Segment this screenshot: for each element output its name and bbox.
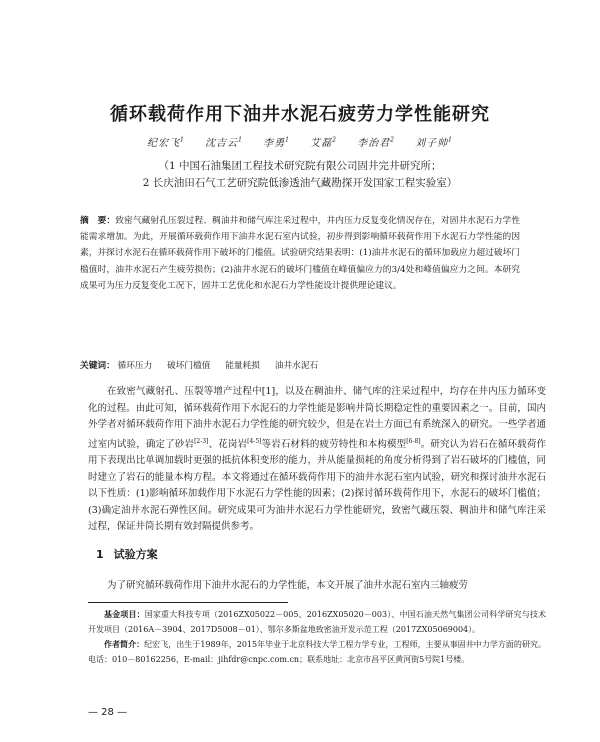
author-name: 沈吉云 <box>205 138 239 149</box>
author-note <box>88 637 546 667</box>
section-number: 1 <box>96 548 104 561</box>
author-affiliation-mark: 1 <box>238 136 243 144</box>
affiliation-line: （1 中国石油集团工程技术研究院有限公司固井完井研究所； <box>158 160 442 172</box>
author-name: 纪宏飞 <box>147 138 181 149</box>
author-name: 艾磊 <box>310 138 333 149</box>
author <box>205 138 243 149</box>
author-list <box>40 134 560 149</box>
keywords <box>80 358 520 374</box>
keyword: 油井水泥石 <box>274 361 319 371</box>
citation: [2-3] <box>194 437 209 445</box>
abstract-text: 致密气藏射孔压裂过程、稠油井和储气库注采过程中，井内压力反复变化情况存在，对固井水泥石力学性能需求增加。为此，开展循环载荷作用下油井水泥石室内试验，初步得到影响循环载荷作用下水泥石力学性能的因素，并探讨水泥石在循环载荷作用下破坏的门槛值。试验研究结果表明：(1)油井水泥石的循环加载应力超过破坏门槛值时，油井水泥石产生疲劳损伤；(2)油井水泥石的破坏门槛值在峰值偏应力的3/4处和峰值偏应力之间。本研究成果可为压力反复变化工况下，固井工艺优化和水泥石力学性能设计提供理论建议。 <box>80 216 521 291</box>
footnotes <box>88 607 546 667</box>
author-affiliation-mark: 1 <box>180 136 185 144</box>
author <box>310 138 337 149</box>
section-title: 试验方案 <box>113 548 158 561</box>
author-note-text: 纪宏飞，出生于1989年，2015年毕业于北京科技大学工程力学专业，工程师，主要从事固井中力学方面的研究。电话：010－80162256，E-mail：jihfdr@cnpc.com.cn；联系地址：北京市昌平区黄河街5号院1号楼。 <box>88 640 547 664</box>
intro-text: 。研究认为岩石在循环载荷作用下表现出比单调加载时更强的抵抗体积变形的能力，并从能量损耗的角度分析得到了岩石破坏的门槛值，同时建立了岩石的能量本构方程。本文将通过在循环载荷作用下的油井水泥石室内试验，研究和探讨油井水泥石以下性质：(1)影响循环加载作用下水泥石力学性能的因素；(2)探讨循环载荷作用下，水泥石的破坏门槛值；(3)确定油井水泥石弹性区间。研究成果可为油井水泥石力学性能研究，致密气藏压裂、稠油井和储气库注采过程，保证井筒长期有效封隔提供参考。 <box>88 438 546 533</box>
intro-text: 在致密气藏射孔、压裂等增产过程中[1]，以及在稠油井、储气库的注采过程中，均存在井内压力循环变化的过程。由此可知，循环载荷作用下水泥石的力学性能是影响井筒长期稳定性的重要因素之一。目前，国内外学者对循环载荷作用下油井水泥石力学性能的研究较少，但是在岩土方面已有系统深入的研究。一些学者通过室内试验，确定了砂岩 <box>88 386 546 450</box>
funding-note <box>88 607 546 637</box>
author-note-label: 作者简介： <box>104 639 145 649</box>
funding-text: 国家重大科技专项（2016ZX05022－005、2016ZX05020－003）、中国石油天然气集团公司科学研究与技术开发项目（2016A－3904、2017D5008－01）、鄂尔多斯盆地致密油开发示范工程（2017ZX05069004）。 <box>88 610 546 634</box>
abstract <box>80 213 520 294</box>
author <box>415 138 453 149</box>
author-affiliation-mark: 1 <box>448 136 453 144</box>
citation: [4-5] <box>247 437 262 445</box>
paper-title: 循环载荷作用下油井水泥石疲劳力学性能研究 <box>110 104 490 125</box>
author-affiliation-mark: 2 <box>390 136 395 144</box>
intro-text: 等岩石材料的疲劳特性和本构模型 <box>261 438 407 450</box>
keyword: 能量耗损 <box>225 361 260 371</box>
keyword: 破坏门槛值 <box>167 361 211 371</box>
author <box>357 138 395 149</box>
footnote-divider <box>88 602 288 603</box>
citation: [6-8] <box>406 437 421 445</box>
affiliation-line: 2 长庆油田石气工艺研究院低渗透油气藏勘探开发国家工程实验室） <box>142 177 458 189</box>
intro-text: 、花岗岩 <box>208 438 248 450</box>
author-name: 李治君 <box>357 138 391 149</box>
intro-paragraph <box>88 384 546 536</box>
author-affiliation-mark: 1 <box>285 136 290 144</box>
section-heading <box>96 546 158 562</box>
keywords-label: 关键词： <box>80 361 115 371</box>
funding-label: 基金项目： <box>104 609 145 619</box>
author <box>147 138 185 149</box>
keyword: 循环压力 <box>117 361 153 371</box>
author-affiliation-mark: 2 <box>332 136 337 144</box>
abstract-label: 摘 要： <box>80 216 116 226</box>
author <box>263 138 290 149</box>
author-name: 刘子帅 <box>415 138 449 149</box>
author-name: 李勇 <box>263 138 286 149</box>
section-paragraph: 为了研究循环载荷作用下油井水泥石的力学性能，本文开展了油井水泥石室内三轴疲劳 <box>107 580 469 591</box>
affiliations <box>40 158 560 192</box>
page-number: — 28 — <box>88 707 128 718</box>
